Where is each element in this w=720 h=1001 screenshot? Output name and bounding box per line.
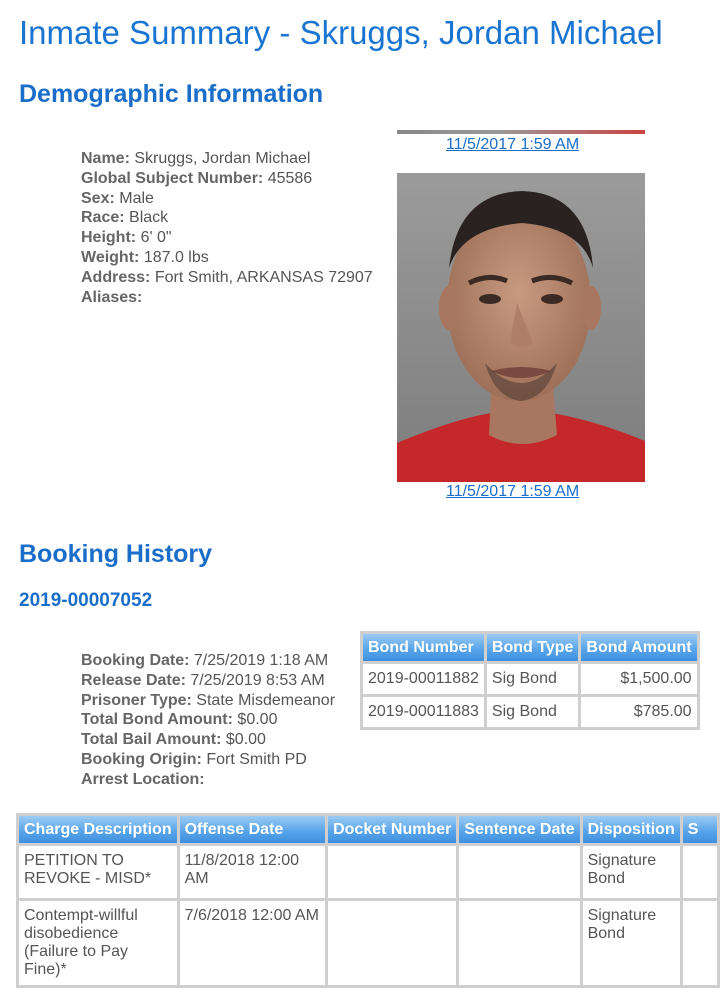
docket-number-cell (328, 901, 456, 985)
booking-date-row (81, 651, 335, 671)
aliases-row (81, 288, 373, 308)
field-label: Address: (81, 268, 151, 286)
field-label: Aliases: (81, 288, 143, 306)
field-label: Total Bond Amount: (81, 711, 233, 729)
page-title: Inmate Summary - Skruggs, Jordan Michael (19, 14, 663, 51)
table-row (363, 697, 697, 727)
field-value: Fort Smith PD (206, 750, 307, 768)
field-label: Sex: (81, 189, 115, 207)
column-header[interactable]: Bond Number (363, 634, 484, 661)
charge-description-cell: PETITION TO REVOKE - MISD* (19, 846, 177, 898)
offense-date-cell: 7/6/2018 12:00 AM (180, 901, 326, 985)
mugshot-photo[interactable] (397, 173, 645, 482)
sentence-date-cell (459, 846, 579, 898)
column-header[interactable]: Offense Date (180, 816, 326, 843)
height-row (81, 228, 373, 248)
total-bond-row (81, 710, 335, 730)
column-header[interactable]: Sentence Date (459, 816, 579, 843)
previous-photo-strip[interactable] (397, 130, 645, 134)
prisoner-type-row (81, 691, 335, 711)
photo-timestamp-link-top[interactable]: 11/5/2017 1:59 AM (446, 136, 580, 153)
charges-table-header (19, 816, 717, 843)
sentence-cell (683, 901, 717, 985)
table-row (19, 846, 717, 898)
bond-amount-cell: $1,500.00 (581, 664, 696, 694)
field-value: State Misdemeanor (196, 691, 336, 709)
field-value: Male (119, 189, 154, 207)
field-value: 7/25/2019 8:53 AM (190, 671, 325, 689)
field-label: Booking Date: (81, 652, 190, 669)
disposition-cell: Signature Bond (583, 846, 680, 898)
address-row (81, 268, 373, 288)
column-header[interactable]: Charge Description (19, 816, 177, 843)
bond-amount-cell: $785.00 (581, 697, 696, 727)
bond-type-cell: Sig Bond (487, 697, 578, 727)
field-value: 7/25/2019 1:18 AM (193, 652, 329, 669)
booking-number: 2019-00007052 (19, 590, 153, 611)
bond-type-cell: Sig Bond (487, 664, 578, 694)
field-value: Fort Smith, ARKANSAS 72907 (154, 268, 373, 286)
field-label: Name: (81, 150, 130, 167)
bond-table (360, 631, 700, 730)
table-row (19, 901, 717, 985)
column-header[interactable]: S (683, 816, 717, 843)
field-label: Global Subject Number: (81, 169, 264, 187)
field-label: Booking Origin: (81, 750, 202, 768)
demographic-heading: Demographic Information (19, 80, 324, 108)
mugshot-image (397, 173, 645, 482)
column-header[interactable]: Docket Number (328, 816, 456, 843)
field-value: Skruggs, Jordan Michael (134, 150, 311, 167)
field-value: 45586 (267, 169, 313, 187)
sentence-date-cell (459, 901, 579, 985)
bond-number-cell: 2019-00011882 (363, 664, 484, 694)
column-header[interactable]: Bond Type (487, 634, 578, 661)
field-label: Height: (81, 229, 137, 247)
charges-table (16, 813, 720, 988)
column-header[interactable]: Disposition (583, 816, 680, 843)
sentence-cell (683, 846, 717, 898)
field-label: Race: (81, 209, 125, 227)
field-value: Black (129, 209, 169, 227)
photo-timestamp-link-bottom[interactable]: 11/5/2017 1:59 AM (446, 483, 580, 500)
field-label: Release Date: (81, 671, 186, 689)
arrest-location-row (81, 770, 335, 790)
field-label: Weight: (81, 248, 140, 266)
offense-date-cell: 11/8/2018 12:00 AM (180, 846, 326, 898)
total-bail-row (81, 730, 335, 750)
race-row (81, 208, 373, 228)
demographic-info (81, 149, 373, 307)
bond-number-cell: 2019-00011883 (363, 697, 484, 727)
field-value: $0.00 (225, 731, 266, 749)
column-header[interactable]: Bond Amount (581, 634, 696, 661)
booking-history-heading: Booking History (19, 540, 213, 568)
field-label: Prisoner Type: (81, 691, 192, 709)
booking-origin-row (81, 750, 335, 770)
docket-number-cell (328, 846, 456, 898)
table-row (363, 664, 697, 694)
field-value: 6' 0" (140, 229, 172, 247)
field-value: $0.00 (237, 711, 278, 729)
disposition-cell: Signature Bond (583, 901, 680, 985)
field-label: Total Bail Amount: (81, 731, 222, 749)
field-label: Arrest Location: (81, 770, 205, 788)
field-value: 187.0 lbs (143, 248, 209, 266)
sex-row (81, 189, 373, 209)
release-date-row (81, 671, 335, 691)
name-row (81, 149, 373, 169)
booking-info (81, 651, 335, 790)
weight-row (81, 248, 373, 268)
bond-table-header (363, 634, 697, 661)
charge-description-cell: Contempt-willful disobedience (Failure to Pay Fine)* (19, 901, 177, 985)
gsn-row (81, 169, 373, 189)
